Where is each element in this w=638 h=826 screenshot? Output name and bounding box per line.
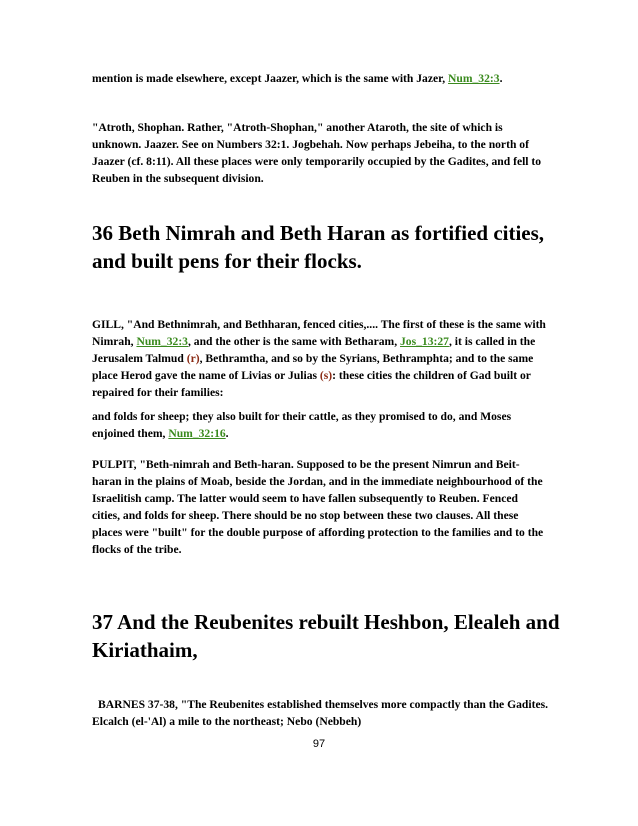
paragraph-gill xyxy=(92,316,548,401)
paragraph-text: and folds for sheep; they also built for their cattle, as they promised to do, and Moses enjoined them, xyxy=(92,410,512,440)
scripture-link-num-32-3[interactable]: Num_32:3 xyxy=(136,335,188,348)
verse-heading-36: 36 Beth Nimrah and Beth Haran as fortified cities, and built pens for their flocks. xyxy=(92,221,545,273)
paragraph-text: . xyxy=(499,72,503,85)
paragraph-text: mention is made elsewhere, except Jaazer, which is the same with Jazer, xyxy=(92,72,446,85)
paragraph-jaazer xyxy=(92,70,548,87)
paragraph-folds xyxy=(92,408,548,442)
paragraph-text: : these cities the children of Gad built or repaired for their families: xyxy=(92,369,531,399)
paragraph-atroth: "Atroth, Shophan. Rather, "Atroth-Shophan," another Ataroth, the site of which is unknown. Jaazer. See on Numbers 32:1. Jogbehah. Now perhaps Jebeiha, to the north of Jaazer (cf. 8:11). All these places were only temporarily occupied by the Gadites, and fell to Reuben in the subsequent division. xyxy=(92,121,542,185)
paragraph-text: , and the other is the same with Betharam, xyxy=(187,335,398,348)
paragraph-pulpit: PULPIT, "Beth-nimrah and Beth-haran. Supposed to be the present Nimrun and Beit-haran in the plains of Moab, beside the Jordan, and in the immediate neighbourhood of the Israelitish camp. The latter would seem to have fallen subsequently to Reuben. Fenced cities, and folds for sheep. There should be no stop between these two clauses. All these places were "built" for the double purpose of affording protection to the families and to the flocks of the tribe. xyxy=(92,458,544,556)
paragraph-text: . xyxy=(225,427,229,440)
paragraph-text: , it is called in the Jerusalem Talmud xyxy=(92,335,536,365)
scripture-link-num-32-16[interactable]: Num_32:16 xyxy=(168,427,226,440)
paragraph-text: , Bethramtha, and so by the Syrians, Bethramphta; and to the same place Herod gave the name of Livias or Julias xyxy=(92,352,534,382)
footnote-ref-s[interactable]: (s) xyxy=(319,369,333,382)
paragraph-barnes: BARNES 37-38, "The Reubenites established themselves more compactly than the Gadites. Elcalch (el-'Al) a mile to the northeast; Nebo (Nebbeh) xyxy=(92,698,548,728)
footnote-ref-r[interactable]: (r) xyxy=(186,352,200,365)
scripture-link-num-32-3[interactable]: Num_32:3 xyxy=(448,72,500,85)
verse-heading-37: 37 And the Reubenites rebuilt Heshbon, Elealeh and Kiriathaim, xyxy=(92,610,560,662)
scripture-link-jos-13-27[interactable]: Jos_13:27 xyxy=(400,335,449,348)
page-number: 97 xyxy=(312,738,326,750)
paragraph-text: GILL, "And Bethnimrah, and Bethharan, fenced cities,.... The first of these is the same with Nimrah, xyxy=(92,318,546,348)
